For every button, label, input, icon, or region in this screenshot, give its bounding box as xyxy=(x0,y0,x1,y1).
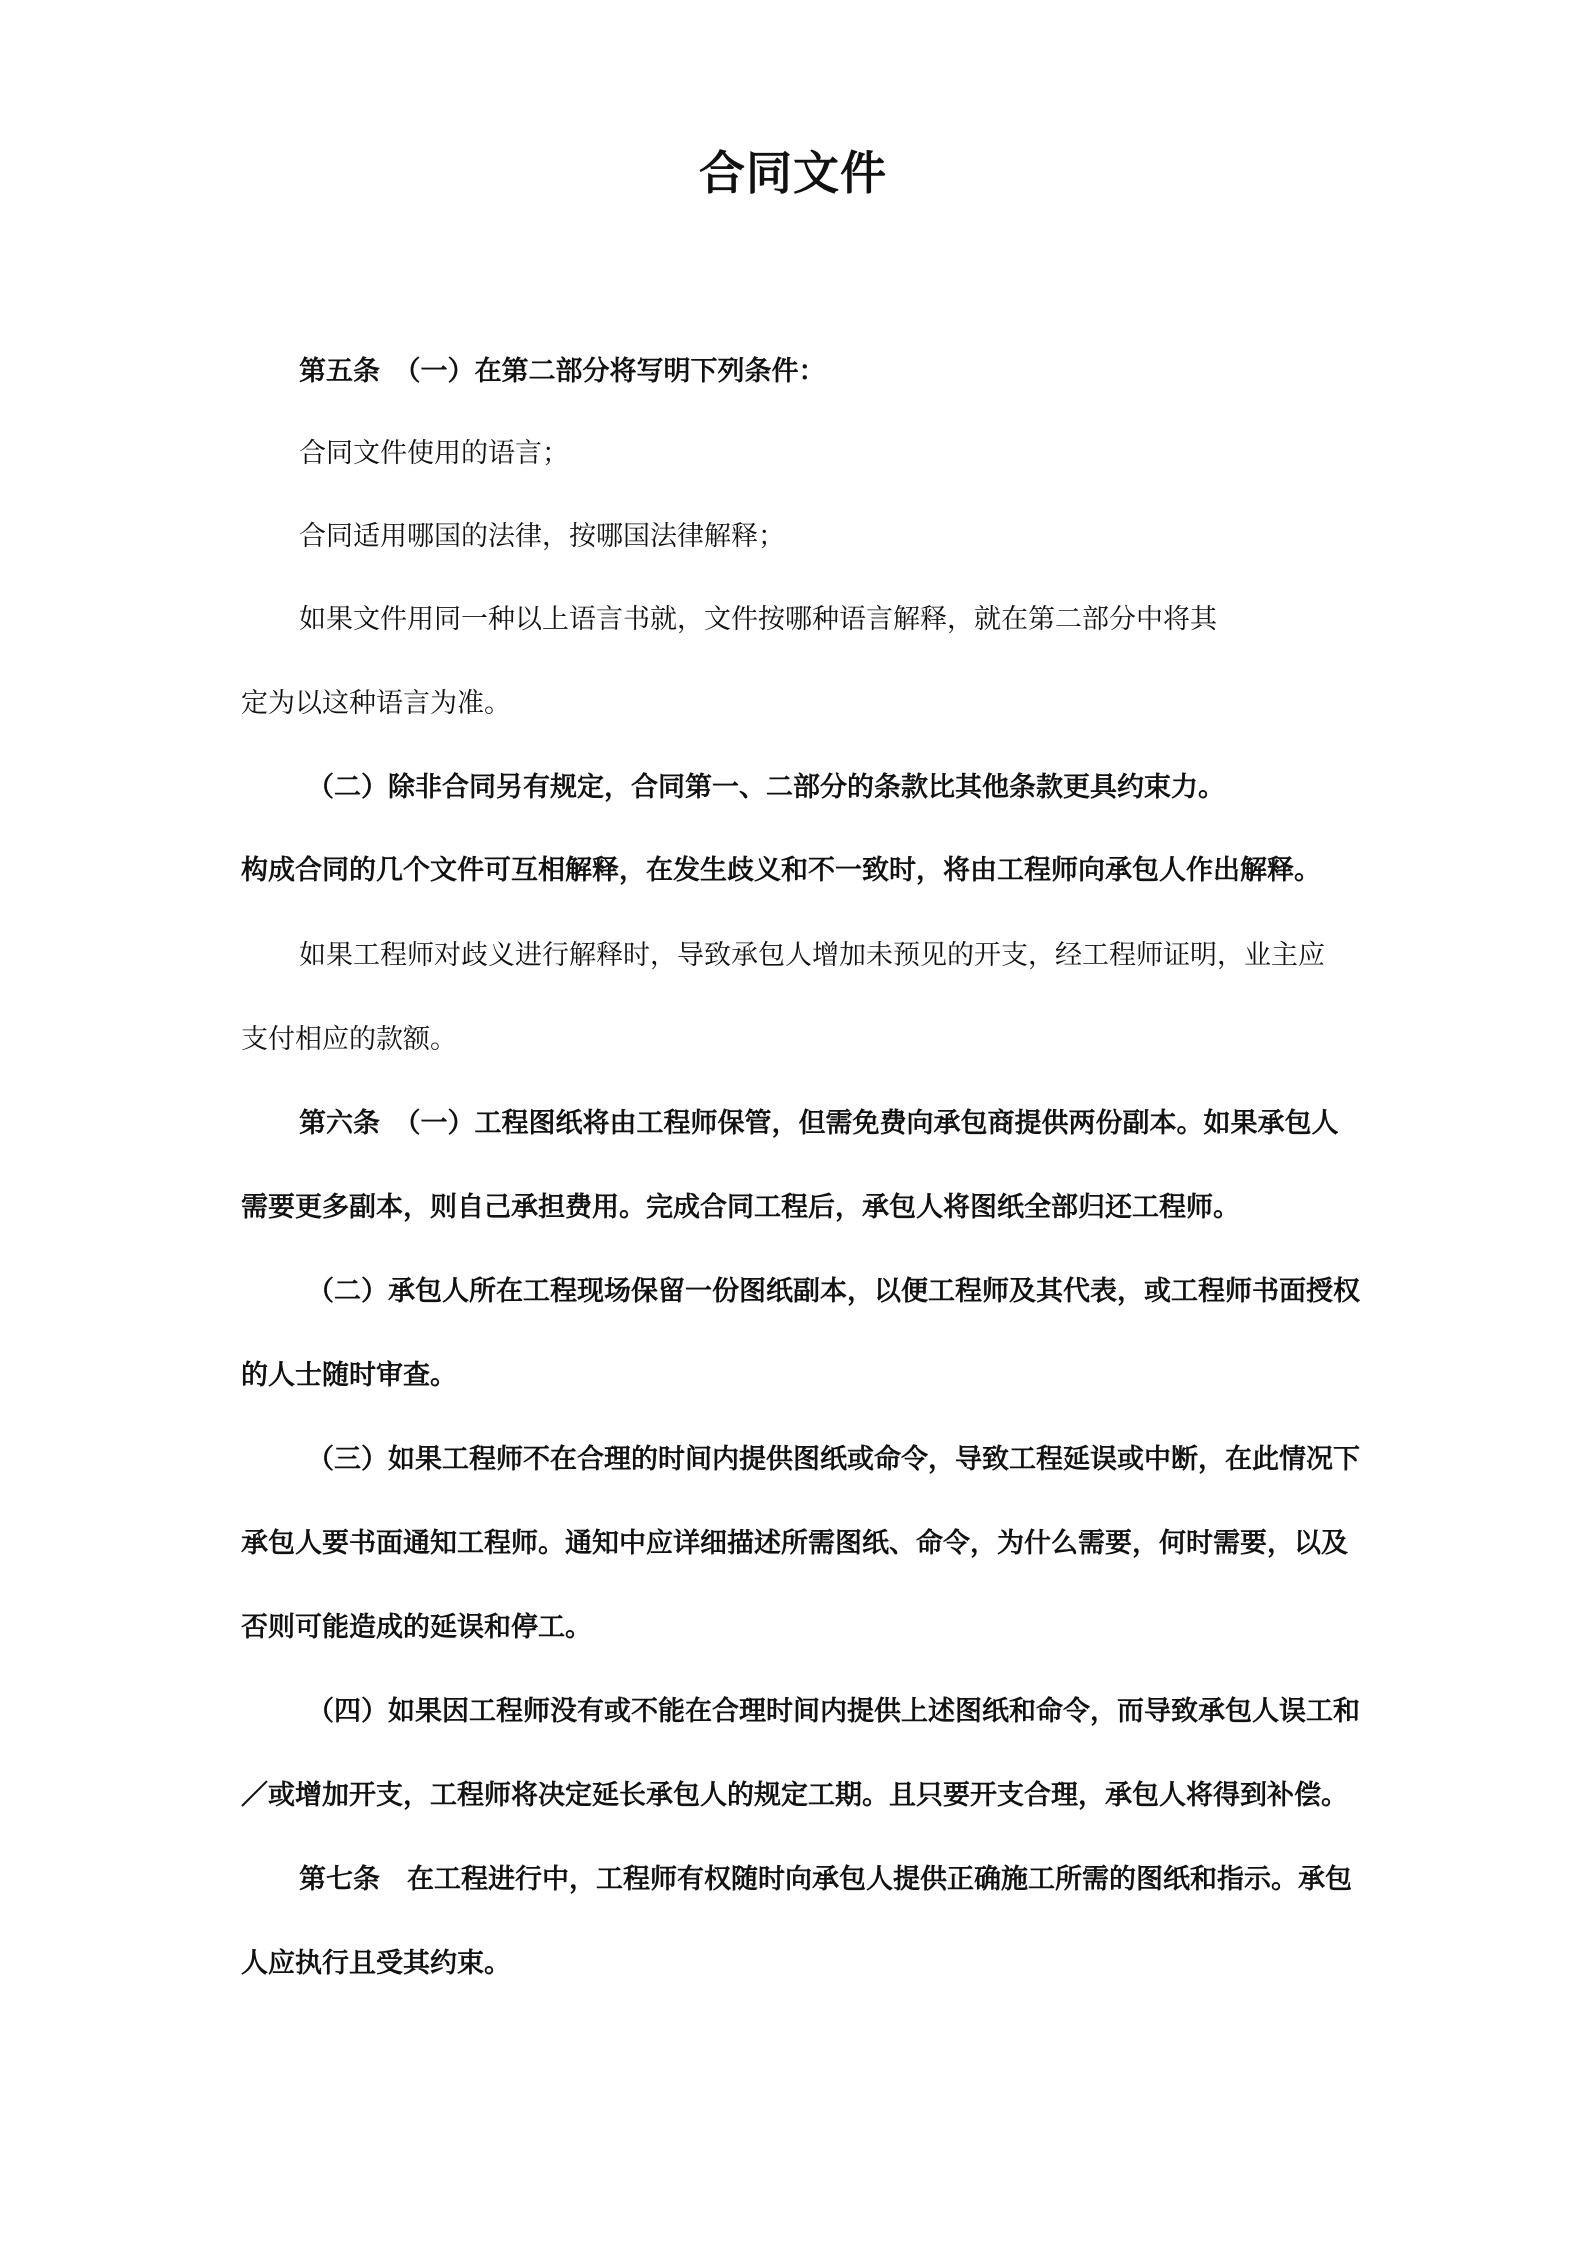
article-5-clause-2-line-2: 构成合同的几个文件可互相解释，在发生歧义和不一致时，将由工程师向承包人作出解释。 xyxy=(241,855,1321,886)
article-6-clause-2-line-1: （二）承包人所在工程现场保留一份图纸副本，以便工程师及其代表，或工程师书面授权 xyxy=(307,1276,1360,1307)
article-7-line-1: 第七条 在工程进行中，工程师有权随时向承包人提供正确施工所需的图纸和指示。承包 xyxy=(299,1864,1352,1895)
article-7-line-2: 人应执行且受其约束。 xyxy=(241,1948,511,1979)
condition-language-line: 合同文件使用的语言； xyxy=(299,438,569,469)
article-6-clause-4-line-2: ／或增加开支，工程师将决定延长承包人的规定工期。且只要开支合理，承包人将得到补偿。 xyxy=(241,1780,1348,1811)
article-5-clause-2-line-1: （二）除非合同另有规定，合同第一、二部分的条款比其他条款更具约束力。 xyxy=(307,772,1225,803)
condition-law-line: 合同适用哪国的法律，按哪国法律解释； xyxy=(299,521,785,552)
article-5-clause-1-heading: 第五条 （一）在第二部分将写明下列条件： xyxy=(299,356,826,387)
article-6-clause-1-line-2: 需要更多副本，则自己承担费用。完成合同工程后，承包人将图纸全部归还工程师。 xyxy=(241,1192,1240,1223)
ambiguity-cost-line-1: 如果工程师对歧义进行解释时，导致承包人增加未预见的开支，经工程师证明，业主应 xyxy=(299,940,1325,971)
article-6-clause-2-line-2: 的人士随时审查。 xyxy=(241,1360,457,1391)
article-6-clause-4-line-1: （四）如果因工程师没有或不能在合理时间内提供上述图纸和命令，而导致承包人误工和 xyxy=(307,1696,1360,1727)
article-6-clause-3-line-2: 承包人要书面通知工程师。通知中应详细描述所需图纸、命令，为什么需要，何时需要，以及 xyxy=(241,1528,1348,1559)
multi-language-line-1: 如果文件用同一种以上语言书就，文件按哪种语言解释，就在第二部分中将其 xyxy=(299,604,1217,635)
document-title: 合同文件 xyxy=(699,146,887,200)
article-6-clause-3-line-3: 否则可能造成的延误和停工。 xyxy=(241,1612,592,1643)
ambiguity-cost-line-2: 支付相应的款额。 xyxy=(241,1024,457,1055)
article-6-clause-1-line-1: 第六条 （一）工程图纸将由工程师保管，但需免费向承包商提供两份副本。如果承包人 xyxy=(299,1108,1339,1139)
article-6-clause-3-line-1: （三）如果工程师不在合理的时间内提供图纸或命令，导致工程延误或中断，在此情况下 xyxy=(307,1444,1360,1475)
multi-language-line-2: 定为以这种语言为准。 xyxy=(241,688,511,719)
